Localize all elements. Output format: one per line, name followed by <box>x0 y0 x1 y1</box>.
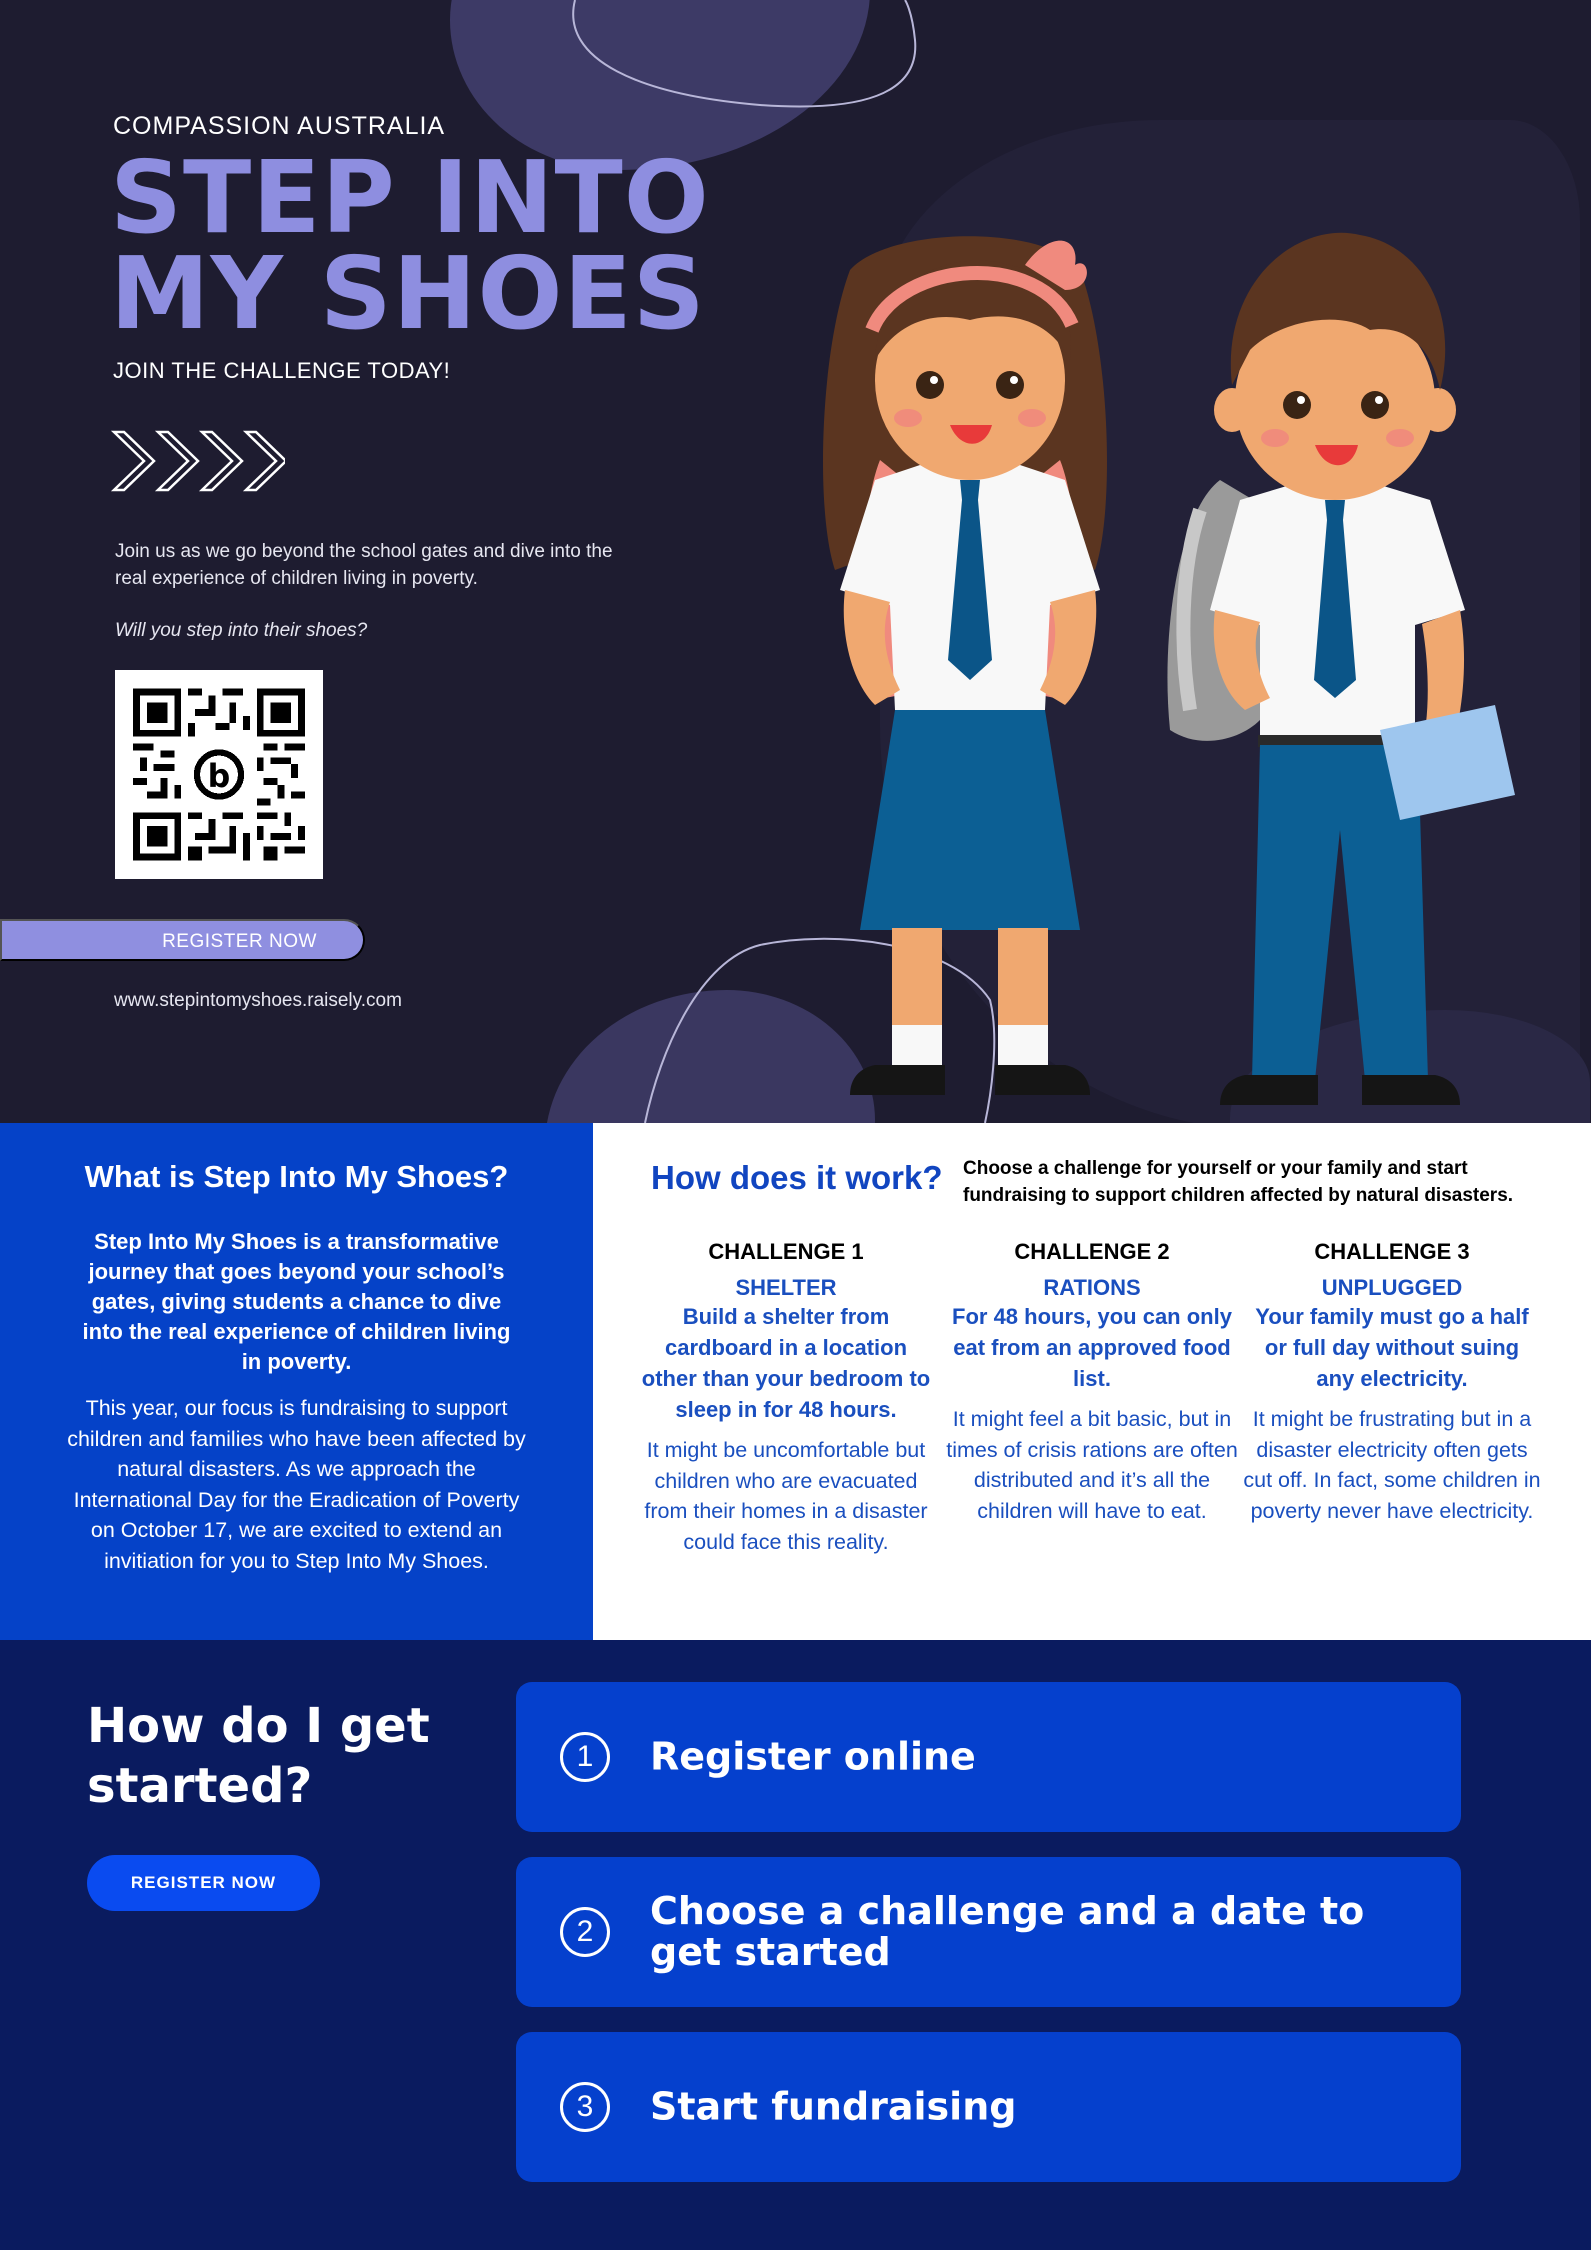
svg-text:b: b <box>207 758 231 795</box>
how-it-works-section <box>593 1123 1591 1640</box>
what-is-title: What is Step Into My Shoes? <box>84 1159 509 1194</box>
step-label: Choose a challenge and a date to get started <box>650 1889 1365 1974</box>
challenge-name: RATIONS <box>1043 1275 1141 1300</box>
website-link[interactable]: www.stepintomyshoes.raisely.com <box>114 990 402 1011</box>
step-card[interactable] <box>516 1857 1461 2007</box>
step-card[interactable] <box>516 1682 1461 1832</box>
what-is-lead: Step Into My Shoes is a transformative journey that goes beyond your school’s gates, giving students a chance to dive into the real experience of children living in poverty. <box>82 1229 511 1374</box>
what-is-body: This year, our focus is fundraising to support children and families who have been affected by natural disasters. As we approach the International Day for the Eradication of Poverty on October 17, we are excited to extend an invitiation for you to Step Into My Shoes. <box>67 1396 526 1573</box>
challenge-card <box>637 1239 935 1557</box>
qr-code[interactable] <box>115 670 323 879</box>
how-it-works-intro: Choose a challenge for yourself or your family and start fundraising to support children affected by natural disasters. <box>963 1158 1514 1206</box>
chevron-right-icon <box>110 428 285 494</box>
step-label: Start fundraising <box>650 2084 1017 2129</box>
qr-code-icon <box>133 688 305 861</box>
challenge-title: CHALLENGE 2 <box>1014 1239 1170 1264</box>
challenge-description: For 48 hours, you can only eat from an approved food list. <box>952 1304 1232 1391</box>
challenge-description: Build a shelter from cardboard in a location other than your bedroom to sleep in for 48 hours. <box>641 1304 931 1422</box>
circled-number-icon: 1 <box>560 1732 610 1782</box>
tagline: JOIN THE CHALLENGE TODAY! <box>113 358 451 383</box>
circled-number-icon: 3 <box>560 2082 610 2132</box>
step-card[interactable] <box>516 2032 1461 2182</box>
challenge-card <box>1243 1239 1541 1526</box>
headline-line-2: MY SHOES <box>110 235 706 352</box>
page-title <box>110 139 710 352</box>
challenge-body: It might feel a bit basic, but in times of crisis rations are often distributed and it’s all the children will have to eat. <box>946 1407 1238 1523</box>
intro-text: Join us as we go beyond the school gates and dive into the real experience of children living in poverty. <box>115 541 613 589</box>
register-now-button[interactable]: REGISTER NOW <box>0 919 365 961</box>
challenge-body: It might be frustrating but in a disaster electricity often gets cut off. In fact, some children in poverty never have electricity. <box>1243 1407 1541 1523</box>
circled-number-icon: 2 <box>560 1907 610 1957</box>
intro-question: Will you step into their shoes? <box>115 620 368 641</box>
challenge-title: CHALLENGE 3 <box>1314 1239 1470 1264</box>
register-now-button[interactable]: REGISTER NOW <box>87 1855 320 1911</box>
challenge-description: Your family must go a half or full day without suing any electricity. <box>1255 1304 1529 1391</box>
what-is-section <box>0 1123 593 1640</box>
boy-illustration <box>1167 233 1515 1105</box>
get-started-section <box>0 1640 1591 2250</box>
challenge-name: SHELTER <box>735 1275 837 1300</box>
get-started-title: How do I get started? <box>87 1698 430 1814</box>
challenge-name: UNPLUGGED <box>1321 1275 1463 1300</box>
brand-name: COMPASSION AUSTRALIA <box>113 112 446 140</box>
students-illustration <box>780 210 1540 1123</box>
challenge-card <box>943 1239 1241 1526</box>
headline-line-1: STEP INTO <box>110 139 710 256</box>
challenge-title: CHALLENGE 1 <box>708 1239 864 1264</box>
hero-section <box>0 0 1591 1123</box>
girl-illustration <box>823 236 1107 1095</box>
step-label: Register online <box>650 1734 976 1779</box>
how-it-works-title: How does it work? <box>651 1159 943 1196</box>
challenge-body: It might be uncomfortable but children who are evacuated from their homes in a disaster could face this reality. <box>644 1438 928 1554</box>
